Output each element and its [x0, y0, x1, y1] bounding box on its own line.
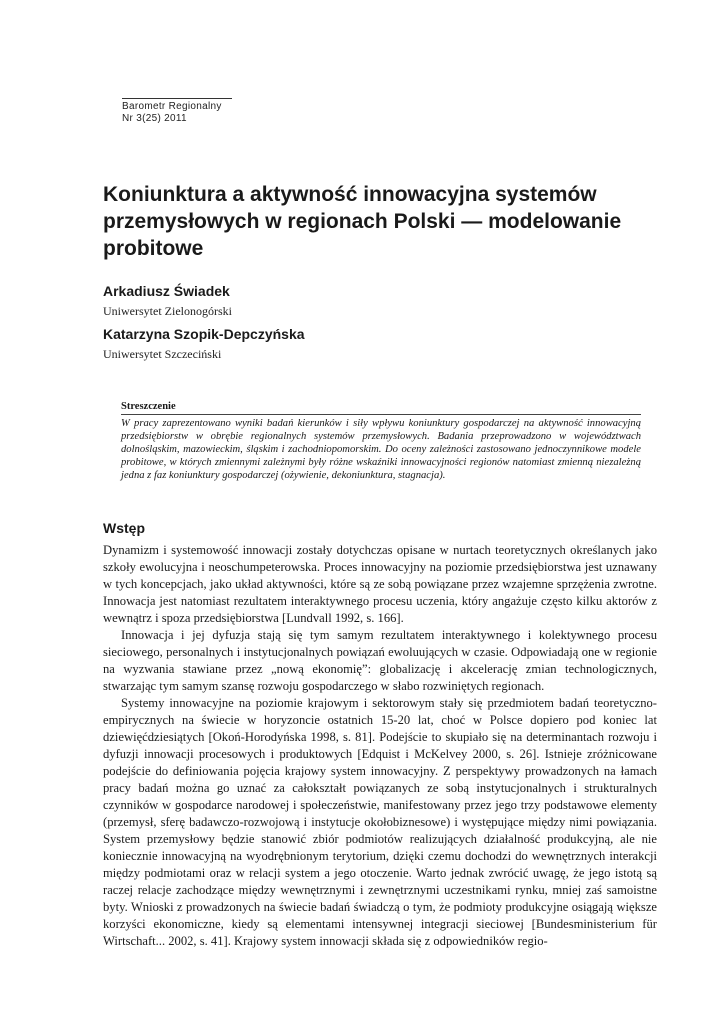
body-paragraph: Dynamizm i systemowość innowacji zostały dotychczas opisane w nurtach teoretycznych określanych jako szkoły ewolucyjna i neoschumpeterowska. Proces innowacyjny na poziomie przedsiębiorstwa jest uznawany w tych koncepcjach, jako układ aktywności, które są ze sobą powiązane przez wzajemne sprzężenia zwrotne. Innowacja jest natomiast rezultatem interaktywnego procesu uczenia, który angażuje często kilku aktorów z wewnątrz i spoza przedsiębiorstwa [Lundvall 1992, s. 166]. [103, 543, 657, 625]
body-paragraph: Innowacja i jej dyfuzja stają się tym samym rezultatem interaktywnego i kolektywnego procesu sieciowego, personalnych i instytucjonalnych powiązań ewoluujących w czasie. Odpowiadają one w regionie na wyzwania stawiane przez „nową ekonomię”: globalizację i akcelerację zmian technologicznych, stwarzając tym samym szansę rozwoju gospodarczego w słabo rozwiniętych regionach. [103, 628, 657, 693]
abstract-heading: Streszczenie [121, 400, 641, 415]
journal-issue: Nr 3(25) 2011 [122, 113, 187, 124]
abstract-box [121, 400, 641, 482]
author-affiliation-1: Uniwersytet Zielonogórski [103, 304, 232, 318]
journal-rule [122, 98, 232, 99]
journal-name: Barometr Regionalny [122, 101, 222, 112]
author-name-2: Katarzyna Szopik-Depczyńska [103, 326, 305, 342]
journal-header [122, 98, 232, 125]
body-paragraph: Systemy innowacyjne na poziomie krajowym i sektorowym stały się przedmiotem badań teoretyczno-empirycznych na świecie w horyzoncie ostatnich 15-20 lat, choć w Polsce dopiero pod koniec lat dziewięćdziesiątych [Okoń-Horodyńska 1998, s. 81]. Podejście to skupiało się na determinantach rozwoju i dyfuzji innowacji procesowych i produktowych [Edquist i McKelvey 2000, s. 26]. Istnieje zróżnicowane podejście do definiowania pojęcia krajowy system innowacyjny. Z perspektywy prowadzonych na łamach pracy badań można go uznać za całokształt powiązanych ze sobą instytucjonalnych i strukturalnych czynników w gospodarce narodowej i społeczeństwie, manifestowany przez jego trzy podstawowe elementy (przemysł, sferę badawczo-rozwojową i instytucje okołobiznesowe) i występujące między nimi powiązania. System przemysłowy będzie stanowić zbiór podmiotów realizujących działalność produkcyjną, ale nie koniecznie innowacyjną na wyodrębnionym terytorium, dzięki czemu dochodzi do wewnętrznych interakcji między podmiotami oraz w relacji system a jego otoczenie. Warto jednak zwrócić uwagę, że jego istotą są raczej relacje zachodzące między wewnętrznymi i zewnętrznymi uczestnikami rynku, mniej zaś samoistne byty. Wnioski z prowadzonych na świecie badań świadczą o tym, że podmioty produkcyjne osiągają większe korzyści ekonomiczne, kiedy są elementami intensywnej integracji sieciowej [Bundesministerium für Wirtschaft... 2002, s. 41]. Krajowy system innowacji składa się z odpowiedników regio- [103, 696, 657, 948]
author-affiliation-2: Uniwersytet Szczeciński [103, 347, 222, 361]
author-name-1: Arkadiusz Świadek [103, 283, 230, 299]
article-title: Koniunktura a aktywność innowacyjna systemów przemysłowych w regionach Polski — modelowanie probitowe [103, 183, 622, 260]
section-heading: Wstęp [103, 520, 145, 536]
section-body [103, 542, 657, 950]
abstract-text: W pracy zaprezentowano wyniki badań kierunków i siły wpływu koniunktury gospodarczej na aktywność innowacyjną przedsiębiorstw w obrębie regionalnych systemów przemysłowych. Badania przeprowadzono w województwach dolnośląskim, mazowieckim, śląskim i zachodniopomorskim. Do oceny zależności zastosowano jednoczynnikowe modele probitowe, w których zmiennymi zależnymi były różne wskaźniki innowacyjności regionów natomiast zmienną niezależną jedna z faz koniunktury gospodarczej (ożywienie, dekoniunktura, stagnacja). [121, 418, 641, 481]
